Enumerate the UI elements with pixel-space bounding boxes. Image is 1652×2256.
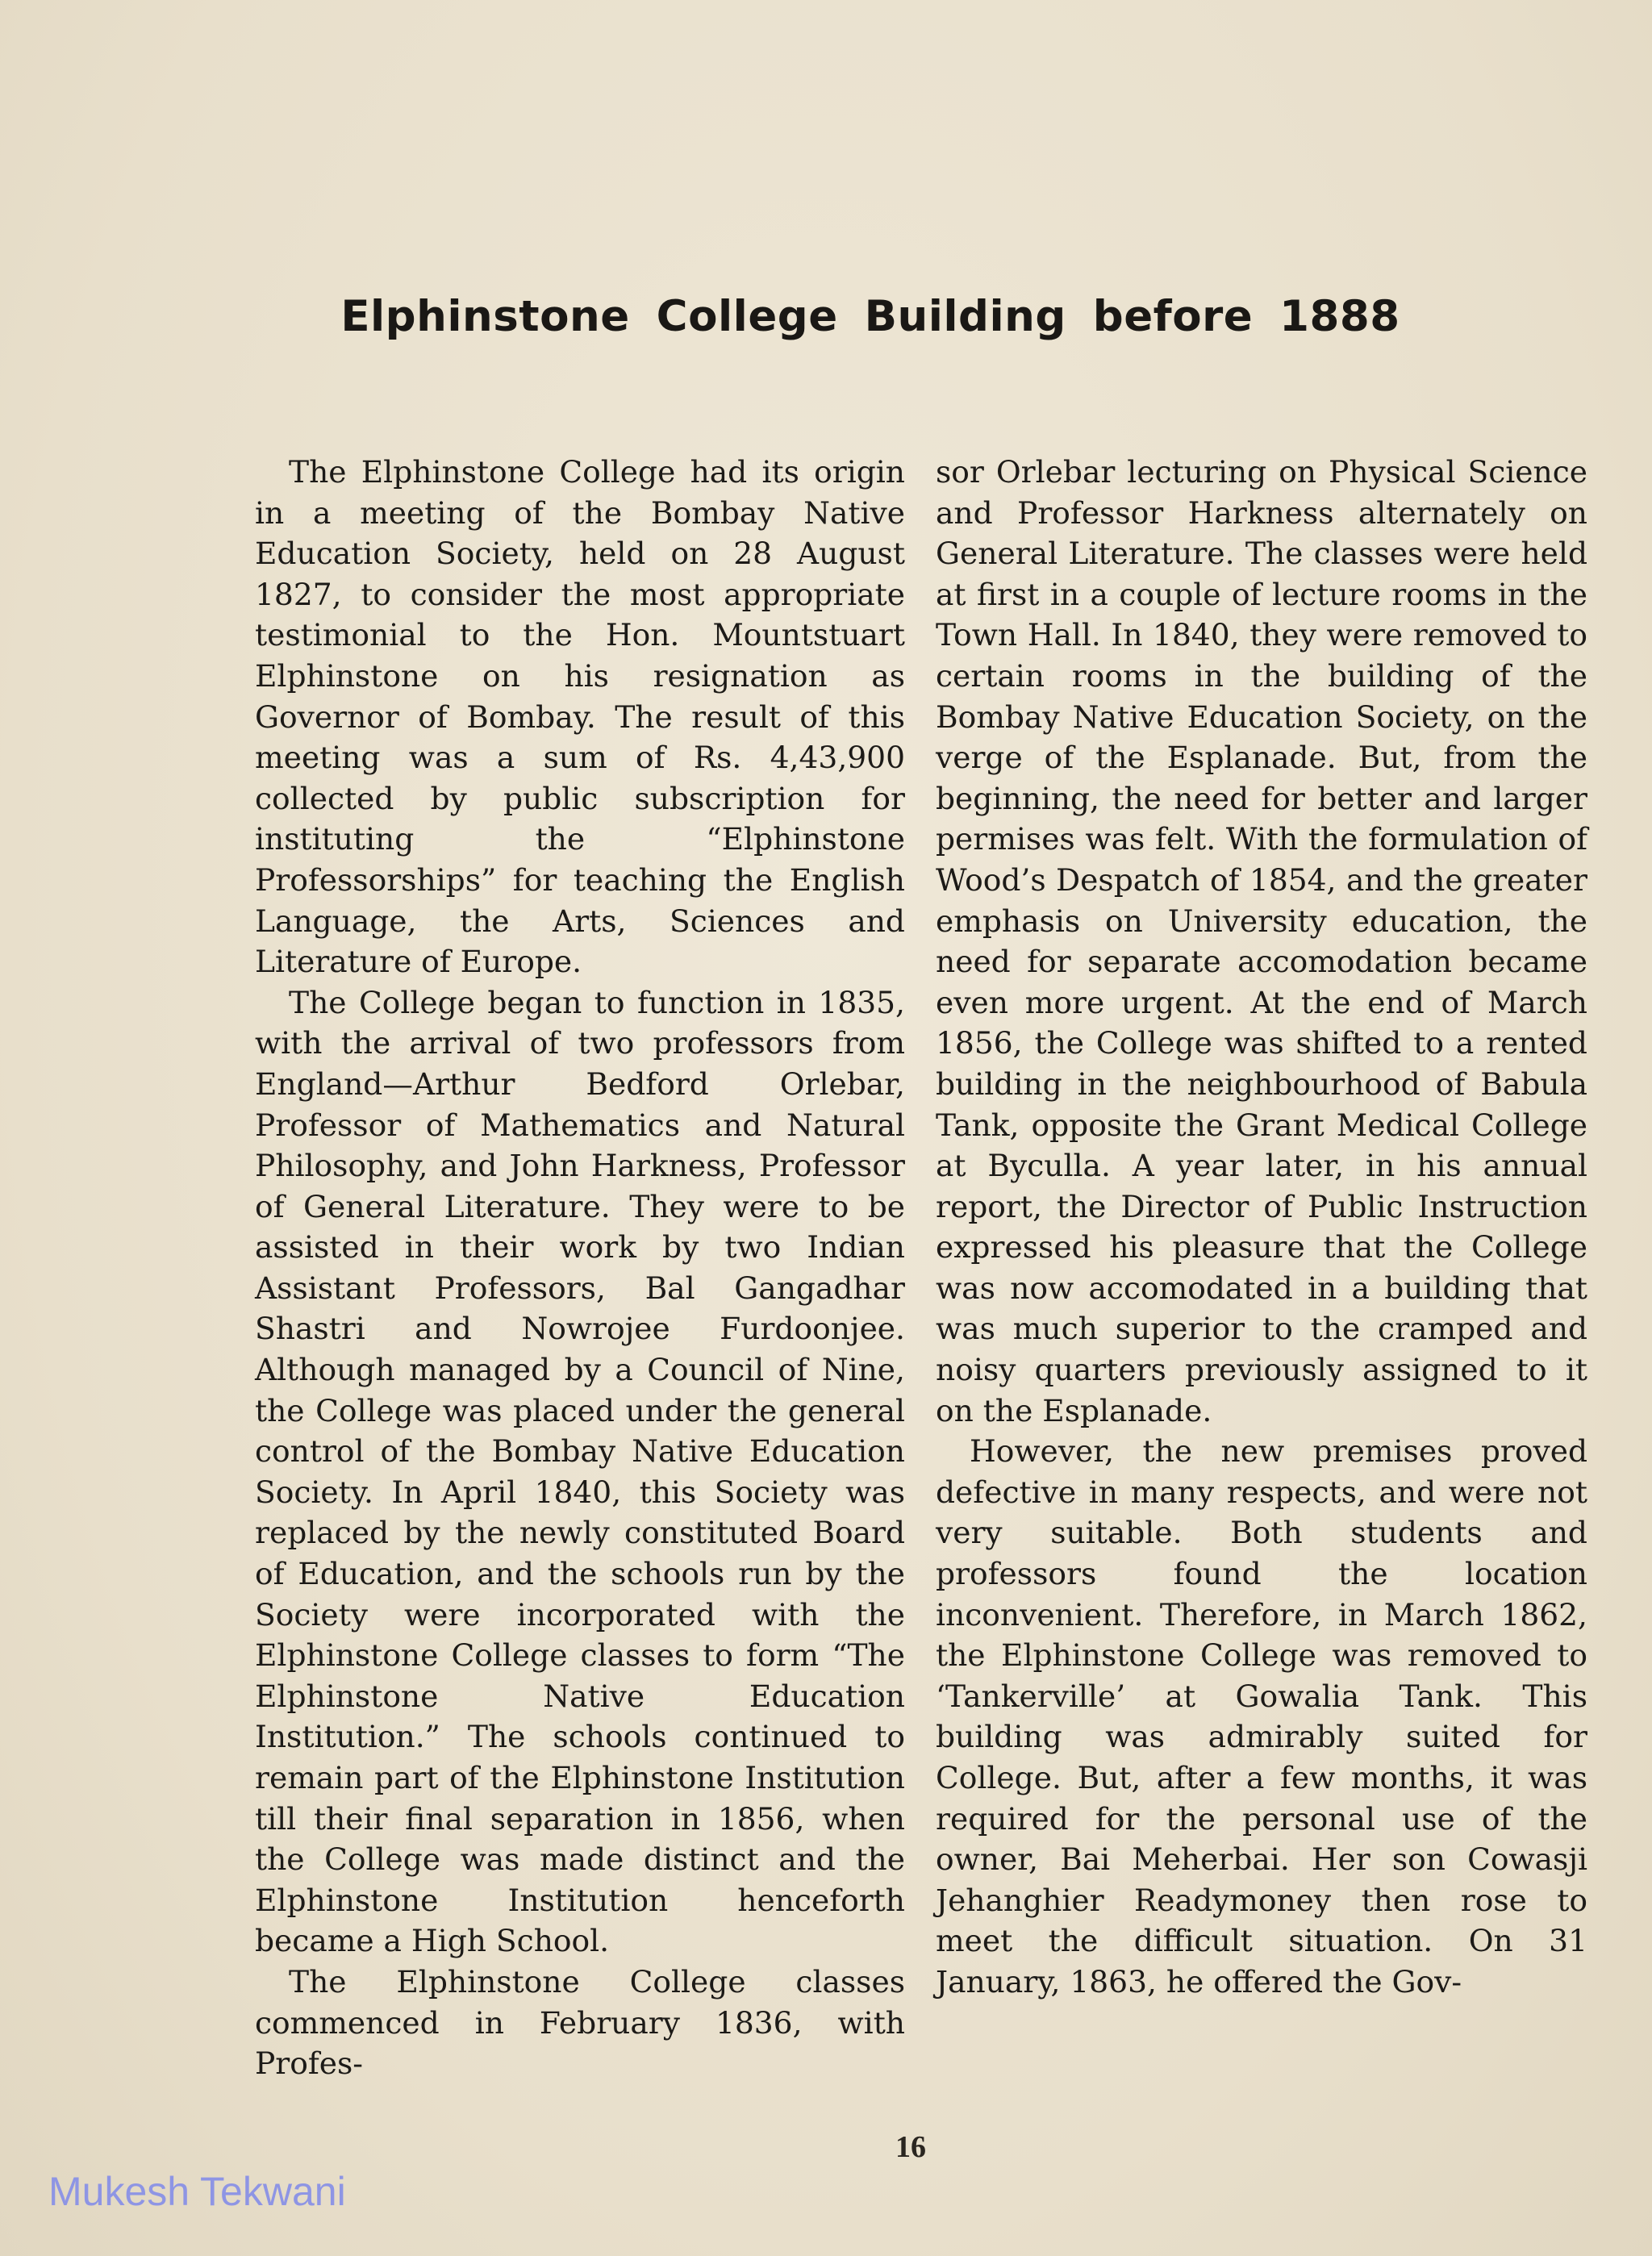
watermark: Mukesh Tekwani: [48, 2169, 346, 2214]
paragraph: The Elphinstone College classes commenced in February 1836, with Profes-: [255, 1963, 905, 2082]
right-column: [936, 452, 1587, 2003]
paragraph: However, the new premises proved defective in many respects, and were not very suitable. Both students and professors found the location inconvenient. Therefore, in March 1862, the Elphinstone College was removed to ‘Tankerville’ at Gowalia Tank. This building was admirably suited for College. But, after a few months, it was required for the personal use of the owner, Bai Meherbai. Her son Cowasji Jehanghier Readymoney then rose to meet the difficult situation. On 31 January, 1863, he offered the Gov-: [936, 1433, 1587, 2000]
paragraph: sor Orlebar lecturing on Physical Science and Professor Harkness alternately on General Literature. The classes were held at first in a couple of lecture rooms in the Town Hall. In 1840, they were removed to certain rooms in the building of the Bombay Native Education Society, on the verge of the Esplanade. But, from the beginning, the need for better and larger permises was felt. With the formulation of Wood’s Despatch of 1854, and the greater emphasis on University education, the need for separate accomodation became even more urgent. At the end of March 1856, the College was shifted to a rented building in the neighbourhood of Babula Tank, opposite the Grant Medical College at Byculla. A year later, in his annual report, the Director of Public Instruction expressed his pleasure that the College was now accomodated in a building that was much superior to the cramped and noisy quarters previously assigned to it on the Esplanade.: [936, 454, 1587, 1428]
page-number: 16: [895, 2130, 926, 2164]
left-column: [255, 452, 905, 2084]
page-title: Elphinstone College Building before 1888: [340, 292, 1400, 341]
paragraph: The Elphinstone College had its origin in a meeting of the Bombay Native Education Society, held on 28 August 1827, to consider the most appropriate testimonial to the Hon. Mountstuart Elphinstone on his resignation as Governor of Bombay. The result of this meeting was a sum of Rs. 4,43,900 collected by public subscription for instituting the “Elphinstone Professorships” for teaching the English Language, the Arts, Sciences and Literature of Europe.: [255, 454, 905, 980]
paragraph: The College began to function in 1835, with the arrival of two professors from England—Arthur Bedford Orlebar, Professor of Mathematics and Natural Philosophy, and John Harkness, Professor of General Literature. They were to be assisted in their work by two Indian Assistant Professors, Bal Gangadhar Shastri and Nowrojee Furdoonjee. Although managed by a Council of Nine, the College was placed under the general control of the Bombay Native Education Society. In April 1840, this Society was replaced by the newly constituted Board of Education, and the schools run by the Society were incorporated with the Elphinstone College classes to form “The Elphinstone Native Education Institution.” The schools continued to remain part of the Elphinstone Institution till their final separation in 1856, when the College was made distinct and the Elphinstone Institution henceforth became a High School.: [255, 984, 905, 1959]
